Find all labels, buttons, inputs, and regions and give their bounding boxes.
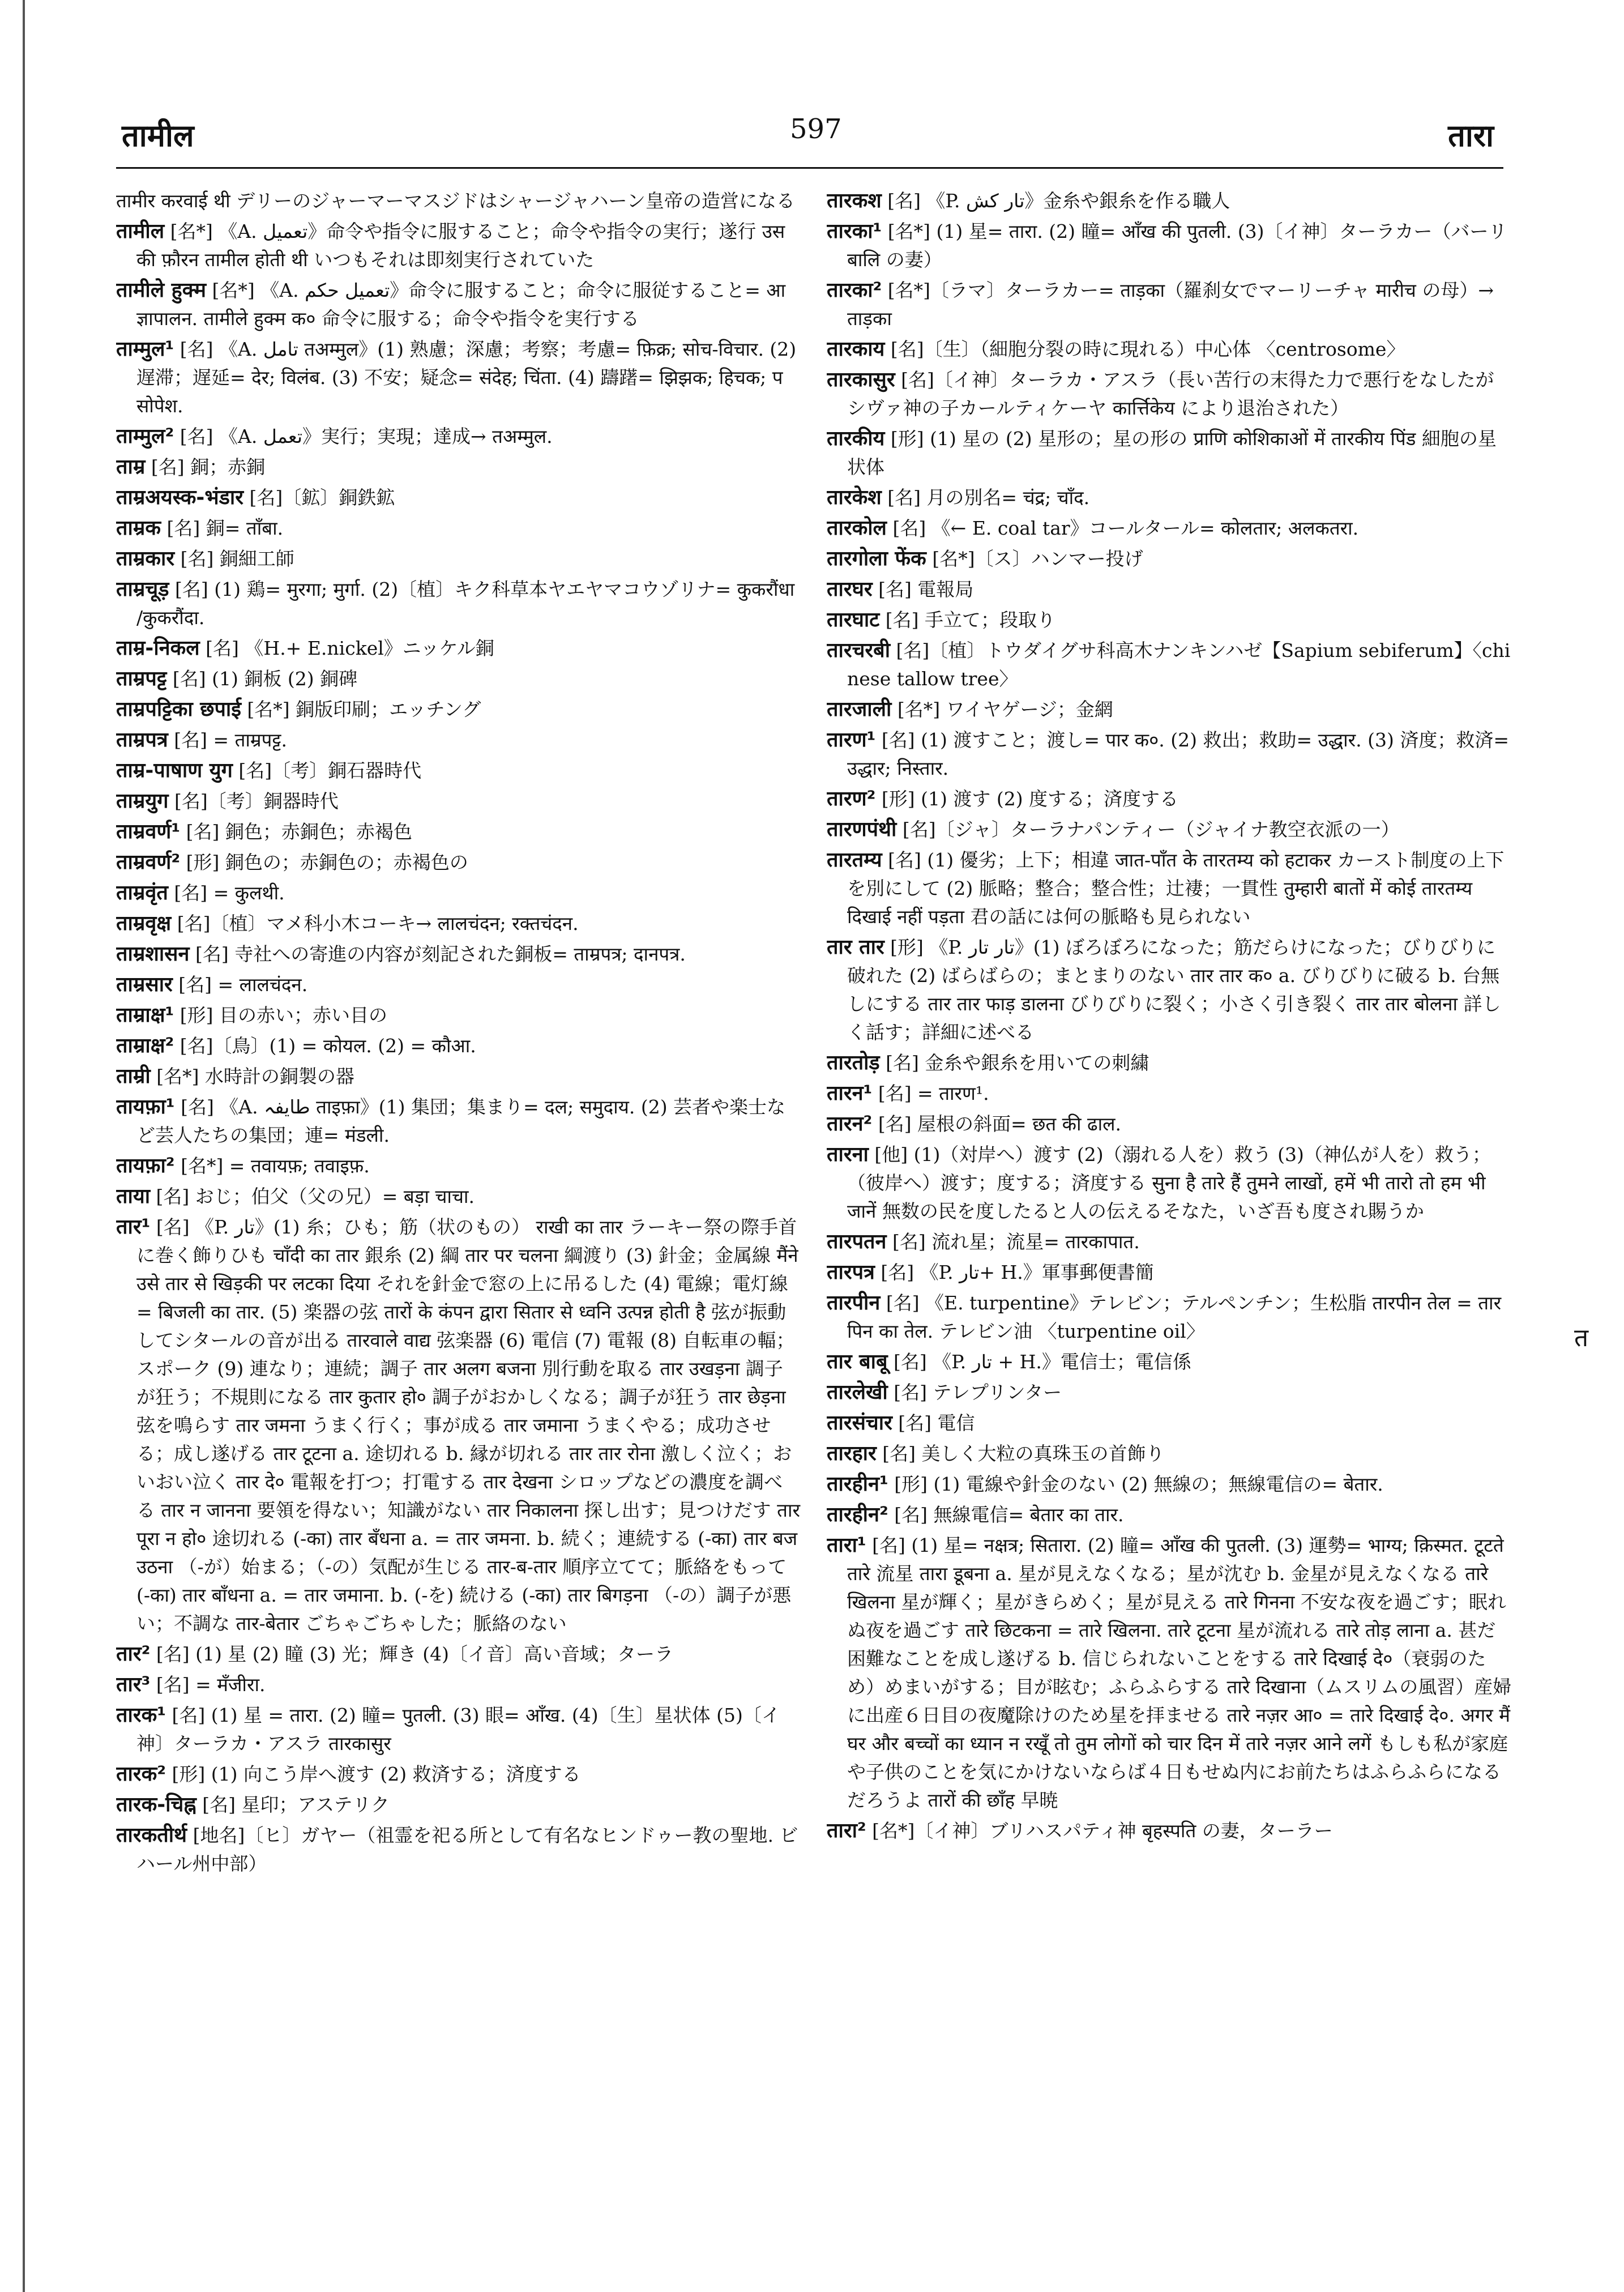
dictionary-entry <box>116 910 801 938</box>
dictionary-entry <box>116 1671 801 1699</box>
dictionary-entry <box>116 757 801 785</box>
entry-headword: ताम्रवर्ण¹ <box>116 820 181 843</box>
entry-definition: [名*]〔イ神〕ブリハスパティ神 बृहस्पति の妻，ターラー <box>866 1820 1333 1842</box>
dictionary-entry <box>116 1791 801 1819</box>
dictionary-entry <box>827 933 1512 1047</box>
page-number: 597 <box>790 113 842 145</box>
entry-definition: [名] 星印；アステリク <box>196 1794 390 1816</box>
entry-headword: तारन¹ <box>827 1082 873 1105</box>
entry-definition: [名] (1) 渡すこと；渡し= पार क०. (2) 救出；救助= उद्धार. (3) 済度；救済= उद्धार; निस्तार. <box>847 729 1509 779</box>
entry-definition: [名] = तारण¹. <box>872 1082 989 1104</box>
entry-definition: [形] (1) 星の (2) 星形の；星の形の प्राणि कोशिकाओं में तारकीय पिंड 細胞の星状体 <box>847 428 1497 478</box>
entry-headword: तारकाय <box>827 338 885 361</box>
entry-headword: ताम्मुल² <box>116 425 174 448</box>
entry-headword: तारलेखी <box>827 1381 888 1404</box>
dictionary-entry <box>827 545 1512 573</box>
entry-headword: तारणपंथी <box>827 818 897 841</box>
dictionary-entry <box>827 846 1512 931</box>
entry-definition: [名] 《← E. coal tar》コールタール= कोलतार; अलकतरा. <box>886 517 1359 539</box>
dictionary-entry <box>116 422 801 451</box>
dictionary-entry <box>116 1760 801 1789</box>
dictionary-entry <box>827 695 1512 724</box>
entry-headword: तारक¹ <box>116 1704 166 1727</box>
dictionary-entry <box>827 637 1512 693</box>
entry-definition: [名] (1) 銅板 (2) 銅碑 <box>166 668 358 690</box>
entry-headword: तार तार <box>827 936 884 959</box>
entry-definition: [名] 金糸や銀糸を用いての刺繍 <box>879 1052 1149 1074</box>
dictionary-entry <box>827 1289 1512 1346</box>
dictionary-entry <box>827 726 1512 783</box>
dictionary-entry <box>116 453 801 481</box>
entry-definition: [形] (1) 向こう岸へ渡す (2) 救済する；済度する <box>165 1763 581 1785</box>
entry-definition: [名]〔ジャ〕ターラナパンティー（ジャイナ教空衣派の一） <box>896 818 1400 840</box>
entry-headword: ताम्रपत्र <box>116 728 168 752</box>
entry-headword: तारक² <box>116 1762 166 1786</box>
entry-headword: तारा¹ <box>827 1534 866 1557</box>
entry-headword: ताम्र <box>116 455 146 479</box>
entry-headword: तारकासुर <box>827 368 895 391</box>
entry-definition: [名] 《H.+ E.nickel》ニッケル銅 <box>199 637 494 659</box>
dictionary-entry <box>116 545 801 573</box>
entry-definition: [名] (1) 優劣；上下；相違 जात-पाँत के तारतम्य को हटाकर カースト制度の上下を別にして (2) 脈略；整合；整合性；辻褄；一貫性 तुम्हारी बातों में कोई तारतम्य दिखाई नहीं पड़ता 君の話には何の脈略も見られない <box>847 849 1505 928</box>
entry-headword: तारहीन¹ <box>827 1472 888 1496</box>
entry-definition: [名]〔鳥〕(1) = कोयल. (2) = कौआ. <box>174 1035 476 1057</box>
dictionary-entry <box>827 1079 1512 1108</box>
thumb-index-letter: त <box>1574 1324 1589 1352</box>
entry-definition: [名*] 《A. تعمیل》命令や指令に服すること；命令や指令の実行；遂行 उसकी फ़ौरन तामील होती थी いつもそれは即刻実行されていた <box>136 220 785 271</box>
dictionary-entry <box>116 187 801 215</box>
entry-definition: [名] テレプリンター <box>887 1381 1062 1403</box>
entry-headword: ताम्रवृक्ष <box>116 912 172 935</box>
dictionary-entry <box>827 366 1512 422</box>
dictionary-entry <box>116 276 801 333</box>
entry-definition: [名] 銅細工師 <box>174 548 294 570</box>
entry-definition: [名] = ताम्रपट्ट. <box>168 729 288 751</box>
entry-headword: ताम्रकार <box>116 547 175 570</box>
dictionary-entry <box>116 695 801 724</box>
dictionary-entry <box>827 1378 1512 1407</box>
entry-definition: [名] 月の別名= चंद्र; चाँद. <box>881 486 1090 509</box>
entry-headword: ताम्रयुग <box>116 789 169 813</box>
entry-definition: [名] 《A. طایفہ ताइफ़ा》(1) 集団；集まり= दल; समुदाय. (2) 芸者や楽士など芸人たちの集団；連= मंडली. <box>136 1096 786 1146</box>
dictionary-entry <box>827 1141 1512 1226</box>
entry-definition: [名*] (1) 星= तारा. (2) 瞳= आँख की पुतली. (3)〔イ神〕ターラカー（バーリ बालि の妻） <box>847 220 1507 271</box>
page-header <box>0 113 1624 164</box>
entry-definition: [名]〔イ神〕ターラカ・アスラ（長い苦行の末得た力で悪行をなしたがシヴァ神の子カールティケーヤ कार्त्तिकेय により退治された） <box>847 369 1494 419</box>
entry-definition: [形] (1) 電線や針金のない (2) 無線の；無線電信の= बेतार. <box>888 1473 1383 1495</box>
entry-definition: [名] 銅色；赤銅色；赤褐色 <box>180 821 412 843</box>
entry-headword: तारका¹ <box>827 220 882 243</box>
entry-headword: तारकतीर्थ <box>116 1824 187 1847</box>
entry-headword: तारतम्य <box>827 848 882 872</box>
dictionary-entry <box>827 606 1512 634</box>
entry-definition: [形] 《P. تار تار》(1) ぼろぼろになった；筋だらけになった；びりびりに破れた (2) ばらばらの；まとまりのない तार तार क० a. びりびりに破る b. 台無しにする तार तार फाड़ डालना びりびりに裂く；小さく引き裂く तार तार बोलना 詳しく話す；詳細に述べる <box>847 936 1501 1043</box>
entry-headword: ताम्रपट्टिका छपाई <box>116 698 241 721</box>
dictionary-entry <box>116 634 801 663</box>
entry-headword: तारपत्र <box>827 1261 875 1284</box>
dictionary-entry <box>116 1183 801 1211</box>
dictionary-entry <box>827 425 1512 481</box>
dictionary-entry <box>827 1348 1512 1376</box>
entry-definition: [名] 美しく大粒の真珠玉の首飾り <box>876 1442 1165 1465</box>
entry-headword: ताम्राक्ष¹ <box>116 1004 174 1027</box>
entry-definition: [名]〔考〕銅器時代 <box>168 790 339 812</box>
dictionary-entry <box>827 187 1512 215</box>
dictionary-entry <box>116 514 801 543</box>
dictionary-entry <box>116 818 801 846</box>
entry-definition: [名]〔考〕銅石器時代 <box>232 759 422 782</box>
entry-headword: ताम्रशासन <box>116 942 190 966</box>
header-first-entry: तामील <box>122 118 194 153</box>
entry-definition: [名]〔植〕トウダイグサ科高木ナンキンハゼ【Sapium sebiferum】〈chinese tallow tree〉 <box>847 639 1511 690</box>
entry-headword: तारकीय <box>827 427 885 450</box>
entry-definition: [名] 無線電信= बेतार का तार. <box>888 1504 1124 1526</box>
entry-headword: तारना <box>827 1143 869 1166</box>
dictionary-entry <box>116 1821 801 1878</box>
entry-headword: तारघाट <box>827 608 880 631</box>
entry-definition: [名*] 水時計の銅製の器 <box>150 1065 354 1087</box>
entry-headword: ताम्र-पाषाण युग <box>116 759 233 782</box>
dictionary-entry <box>116 1152 801 1180</box>
entry-headword: तारक-चिह्न <box>116 1793 196 1816</box>
entry-definition: [名*] 銅版印刷；エッチング <box>241 698 481 720</box>
entry-headword: ताम्रअयस्क-भंडार <box>116 486 243 509</box>
entry-definition: [名*] ワイヤゲージ；金網 <box>891 698 1113 720</box>
left-column <box>116 187 801 2260</box>
entry-definition: [名] 《P. تار + H.》電信士；電信係 <box>887 1351 1191 1373</box>
entry-headword: ताम्रपट्ट <box>116 667 167 690</box>
entry-definition: [名] (1) 星= नक्षत्र; सितारा. (2) 瞳= आँख की पुतली. (3) 運勢= भाग्य; क़िस्मत. टूटते तारे 流星 तारा डूबना a. 星が見えなくなる；星が沈む b. 金星が見えなくなる तारे खिलना 星が輝く；星がきらめく；星が見える तारे गिनना 不安な夜を過ごす；眠れぬ夜を過ごす तारे छिटकना = तारे खिलना. तारे टूटना 星が流れる तारे तोड़ लाना a. 甚だ困難なことを成し遂げる b. 信じられないことをする तारे दिखाई दे०（衰弱のため）めまいがする；目が眩む；ふらふらする तारे दिखाना（ムスリムの風習）産婦に出産６日目の夜魔除けのため星を拝ませる तारे नज़र आ० = तारे दिखाई दे०. अगर मैं घर और बच्चों का ध्यान न रखूँ तो तुम लोगों को चार दिन में तारे नज़र आने लगें もしも私が家庭や子供のことを気にかけないならば４日もせぬ内にお前たちはふらふらになるだろうよ तारों की छाँह 早暁 <box>847 1534 1512 1811</box>
entry-definition: [名*]〔ラマ〕ターラカー= ताड़का（羅刹女でマーリーチャ मारीच の母）→ ताड़का <box>847 279 1494 330</box>
entry-headword: तारहीन² <box>827 1503 888 1526</box>
entry-headword: तारण² <box>827 787 876 810</box>
entry-headword: तार¹ <box>116 1215 151 1239</box>
dictionary-entry <box>827 575 1512 604</box>
entry-definition: [名] 《P. تار+ H.》軍事郵便書簡 <box>874 1261 1154 1283</box>
dictionary-entry <box>116 665 801 693</box>
dictionary-entry <box>827 335 1512 364</box>
entry-headword: तारगोला फेंक <box>827 547 926 570</box>
header-rule <box>116 167 1503 169</box>
binding-edge <box>23 0 25 2292</box>
dictionary-entry <box>116 217 801 274</box>
entry-headword: ताम्रक <box>116 517 161 540</box>
entry-definition: [名] 寺社への寄進の内容が刻記された銅板= ताम्रपत्र; दानपत्र. <box>189 943 686 965</box>
dictionary-entry <box>116 1093 801 1150</box>
dictionary-entry <box>827 1258 1512 1287</box>
entry-headword: तारा² <box>827 1819 866 1842</box>
dictionary-entry <box>827 1110 1512 1138</box>
entry-headword: तारचरबी <box>827 639 891 662</box>
entry-definition: [形] 目の赤い；赤い目の <box>174 1004 388 1026</box>
entry-definition: [名*]〔ス〕ハンマー投げ <box>926 548 1143 570</box>
entry-headword: तामीले हुक्म <box>116 279 207 302</box>
entry-headword: तारकोल <box>827 517 887 540</box>
entry-headword: तारतोड़ <box>827 1051 880 1074</box>
dictionary-entry <box>116 335 801 420</box>
entry-definition: [名]〔生〕（細胞分裂の時に現れる）中心体 〈centrosome〉 <box>884 338 1405 360</box>
dictionary-entry <box>827 816 1512 844</box>
entry-definition: [形] (1) 渡す (2) 度する；済度する <box>875 788 1179 810</box>
entry-definition: [名] 流れ星；流星= तारकापात. <box>886 1231 1140 1253</box>
dictionary-entry <box>827 1531 1512 1815</box>
dictionary-entry <box>827 785 1512 813</box>
entry-definition: [名] 銅；赤銅 <box>145 456 266 478</box>
entry-definition: [名] 電報局 <box>872 578 974 600</box>
entry-headword: तारन² <box>827 1112 873 1136</box>
entry-definition: [名] おじ；伯父（父の兄）= बड़ा चाचा. <box>150 1185 475 1207</box>
dictionary-entry <box>827 1817 1512 1845</box>
dictionary-entry <box>116 1701 801 1758</box>
entry-headword: ताम्र-निकल <box>116 637 200 660</box>
dictionary-entry <box>116 575 801 632</box>
dictionary-entry <box>827 484 1512 512</box>
header-last-entry: तारा <box>1448 118 1494 153</box>
entry-headword: ताम्रवर्ण² <box>116 851 181 874</box>
entry-headword: ताम्री <box>116 1065 151 1088</box>
entry-definition: [名] (1) 星 (2) 瞳 (3) 光；輝き (4)〔イ音〕高い音域；ターラ <box>150 1643 673 1665</box>
entry-headword: तार बाबू <box>827 1350 888 1373</box>
dictionary-entry <box>827 1501 1512 1529</box>
entry-headword: तामील <box>116 220 165 243</box>
entry-headword: ताम्रसार <box>116 973 173 996</box>
dictionary-entry <box>116 726 801 754</box>
entry-definition: [名] (1) 星 = तारा. (2) 瞳= पुतली. (3) 眼= आँख. (4)〔生〕星状体 (5)〔イ神〕ターラカ・アスラ तारकासुर <box>136 1704 780 1755</box>
dictionary-entry <box>827 1228 1512 1256</box>
dictionary-entry <box>827 1049 1512 1077</box>
entry-headword: तारजाली <box>827 698 892 721</box>
entry-headword: ताम्मुल¹ <box>116 338 174 361</box>
entry-headword: तारण¹ <box>827 728 876 752</box>
entry-headword: तारसंचार <box>827 1411 892 1435</box>
entry-definition: [名] 《P. تار کش》金糸や銀糸を作る職人 <box>881 190 1230 212</box>
entry-headword: ताम्राक्ष² <box>116 1034 174 1057</box>
dictionary-entry <box>116 1213 801 1638</box>
dictionary-entry <box>827 276 1512 333</box>
entry-definition: [名] 《A. تعمل》実行；実現；達成→ तअम्मुल. <box>174 425 553 447</box>
dictionary-entry <box>116 1062 801 1091</box>
entry-definition: [名]〔鉱〕銅鉄鉱 <box>243 486 395 509</box>
dictionary-entry <box>827 1440 1512 1468</box>
entry-definition: [名] 銅= ताँबा. <box>161 517 284 539</box>
entry-definition: [名] = कुलथी. <box>168 882 285 904</box>
entry-headword: तायफ़ा² <box>116 1154 175 1177</box>
dictionary-entry <box>116 940 801 968</box>
entry-headword: तार³ <box>116 1673 151 1696</box>
entry-definition: [名] 手立て；段取り <box>879 609 1056 631</box>
entry-headword: तारकश <box>827 189 882 212</box>
entry-headword: तार² <box>116 1642 151 1666</box>
dictionary-entry <box>827 217 1512 274</box>
entry-definition: [名] 電信 <box>892 1412 975 1434</box>
dictionary-entry <box>116 484 801 512</box>
dictionary-entry <box>116 787 801 816</box>
entry-definition: [名] 《P. تار》(1) 糸；ひも；筋（状のもの） राखी का तार ラーキー祭の際手首に巻く飾りひも चाँदी का तार 銀糸 (2) 綱 तार पर चलना 綱渡り (3) 針金；金属線 मैंने उसे तार से खिड़की पर लटका दिया それを針金で窓の上に吊るした (4) 電線；電灯線= बिजली का तार. (5) 楽器の弦 तारों के कंपन द्वारा सितार से ध्वनि उत्पन्न होती है 弦が振動してシタールの音が出る तारवाले वाद्य 弦楽器 (6) 電信 (7) 電報 (8) 自転車の輻；スポーク (9) 連なり；連続；調子 तार अलग बजना 別行動を取る तार उखड़ना 調子が狂う；不規則になる तार कुतार हो० 調子がおかしくなる；調子が狂う तार छेड़ना 弦を鳴らす तार जमना うまく行く；事が成る तार जमाना うまくやる；成功させる；成し遂げる तार टूटना a. 途切れる b. 縁が切れる तार तार रोना 激しく泣く；おいおい泣く तार दे० 電報を打つ；打電する तार देखना シロップなどの濃度を調べる तार न जानना 要領を得ない；知識がない तार निकालना 探し出す；見つけだす तार पूरा न हो० 途切れる (-का) तार बँधना a. = तार जमना. b. 続く；連続する (-का) तार बज उठना （-が）始まる；（-の）気配が生じる तार-ब-तार 順序立てて；脈絡をもって (-का) तार बाँधना a. = तार जमाना. b. (-を) 続ける (-का) तार बिगड़ना （-の）調子が悪い；不調な तार-बेतार ごちゃごちゃした；脈絡のない <box>136 1216 800 1634</box>
dictionary-entry <box>827 514 1512 543</box>
entry-definition: [名] 屋根の斜面= छत की ढाल. <box>872 1113 1121 1135</box>
entry-definition: [名] 《E. turpentine》テレビン；テルペンチン；生松脂 तारपीन तेल = तारपिन का तेल. テレビン油 〈turpentine oil〉 <box>847 1292 1502 1342</box>
entry-definition: [名*] = तवायफ़; तवाइफ़. <box>174 1155 370 1177</box>
entry-headword: तारपीन <box>827 1291 881 1314</box>
dictionary-entry <box>827 1409 1512 1437</box>
dictionary-entry <box>116 1001 801 1030</box>
right-column <box>827 187 1512 2260</box>
dictionary-entry <box>116 971 801 999</box>
entry-definition: [名*] 《A. تعمیل حکم》命令に服すること；命令に服従すること= आज्ञापालन. तामीले हुक्म क० 命令に服する；命令や指令を実行する <box>136 279 786 330</box>
dictionary-entry <box>116 1032 801 1060</box>
entry-headword: तारपतन <box>827 1230 887 1253</box>
entry-headword: तारहार <box>827 1442 877 1465</box>
entry-definition: [名] 《A. تامل तअम्मुल》(1) 熟慮；深慮；考察；考慮= फ़िक्र; सोच-विचार. (2) 遅滞；遅延= देर; विलंब. (3) 不安；疑念= संदेह; चिंता. (4) 躊躇= झिझक; हिचक; पसोपेश. <box>136 338 797 417</box>
entry-headword: ताया <box>116 1185 151 1208</box>
entry-definition: [名] = लालचंदन. <box>172 974 308 996</box>
entry-headword: तायफ़ा¹ <box>116 1095 175 1119</box>
dictionary-entry <box>827 1470 1512 1499</box>
entry-definition: [名]〔植〕マメ科小木コーキ→ लालचंदन; रक्तचंदन. <box>171 912 579 934</box>
entry-definition: [地名]〔ヒ〕ガヤー（祖霊を祀る所として有名なヒンドゥー教の聖地. ビハール州中部） <box>136 1824 798 1875</box>
entry-definition: [名] (1) 鶏= मुरगा; मुर्गा. (2)〔植〕キク科草本ヤエヤマコウゾリナ= कुकरौंधा /कुकरौंदा. <box>136 578 795 629</box>
entry-definition: [名] = मँजीरा. <box>150 1674 266 1696</box>
dictionary-entry <box>116 1640 801 1668</box>
entry-headword: तारका² <box>827 279 882 302</box>
entry-headword: तारकेश <box>827 486 882 509</box>
entry-definition: [他] (1)（対岸へ）渡す (2)（溺れる人を）救う (3)（神仏が人を）救う；（彼岸へ）渡す；度する；済度する सुना है तारे हैं तुमने लाखों, हमें भी तारो तो हम भी जानें 無数の民を度したると人の伝えるそなた，いざ吾も度され賜うか <box>847 1143 1491 1222</box>
entry-definition: [形] 銅色の；赤銅色の；赤褐色の <box>180 851 468 873</box>
entry-definition: तामीर करवाई थी デリーのジャーマーマスジドはシャージャハーン皇帝の造営になる <box>116 190 795 212</box>
dictionary-entry <box>116 879 801 907</box>
entry-headword: ताम्रवृंत <box>116 881 168 904</box>
dictionary-entry <box>116 848 801 877</box>
entry-headword: तारघर <box>827 578 873 601</box>
entry-headword: ताम्रचूड़ <box>116 578 169 601</box>
